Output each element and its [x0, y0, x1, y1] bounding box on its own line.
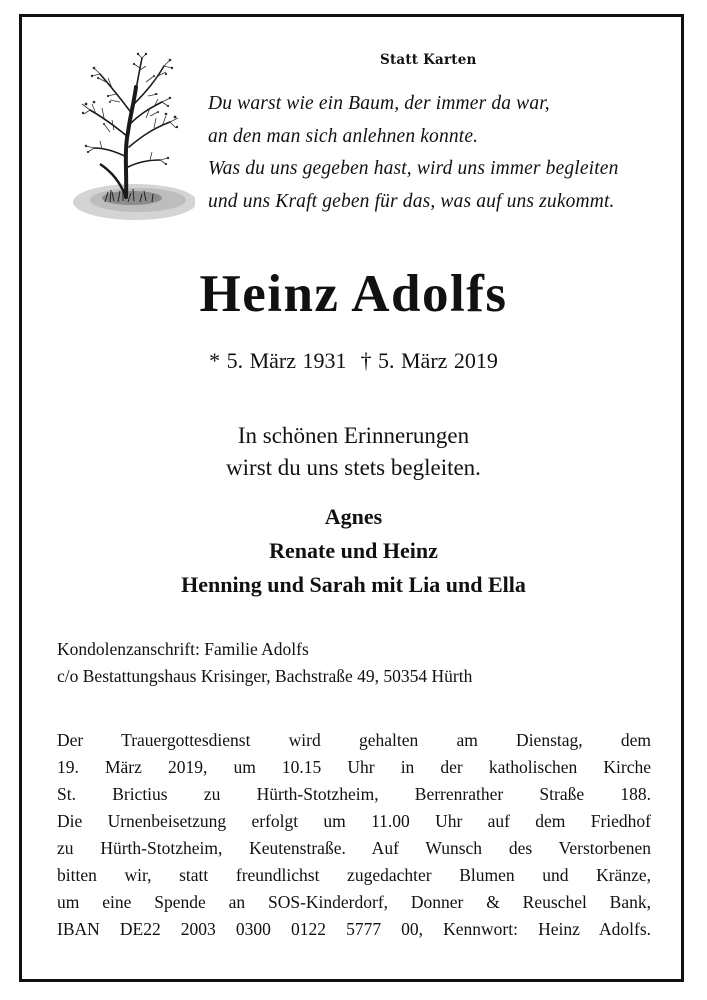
tree-icon: [50, 52, 195, 224]
deceased-name: Heinz Adolfs: [199, 265, 508, 323]
memory-verse: [0, 420, 707, 484]
service-line: Der Trauergottesdienst wird gehalten am Dienstag, dem: [57, 730, 651, 750]
service-line: um eine Spende an SOS-Kinderdorf, Donner & Reuschel Bank,: [57, 892, 651, 912]
memory-line: wirst du uns stets begleiten.: [226, 455, 481, 480]
address-line: Kondolenzanschrift: Familie Adolfs: [57, 639, 309, 659]
service-line: IBAN DE22 2003 0300 0122 5777 00, Kennwort: Heinz Adolfs.: [57, 919, 651, 939]
poem-line: an den man sich anlehnen konnte.: [208, 125, 479, 147]
service-line: Die Urnenbeisetzung erfolgt um 11.00 Uhr auf dem Friedhof: [57, 811, 651, 831]
service-line: St. Brictius zu Hürth-Stotzheim, Berrenrather Straße 188.: [57, 784, 651, 804]
mourners-list: [0, 500, 707, 602]
header-statt-karten: Statt Karten: [380, 52, 477, 68]
address-line: c/o Bestattungshaus Krisinger, Bachstraße 49, 50354 Hürth: [57, 666, 473, 686]
mourner-name: Renate und Heinz: [269, 538, 438, 563]
birth-date: * 5. März 1931: [209, 348, 347, 373]
funeral-service-text: [57, 727, 651, 943]
poem-line: Du warst wie ein Baum, der immer da war,: [208, 93, 550, 114]
service-line: bitten wir, statt freundlichst zugedachter Blumen und Kränze,: [57, 865, 651, 885]
service-line: zu Hürth-Stotzheim, Keutenstraße. Auf Wunsch des Verstorbenen: [57, 838, 651, 858]
death-date: † 5. März 2019: [360, 348, 498, 373]
life-dates: [0, 346, 707, 376]
mourner-name: Henning und Sarah mit Lia und Ella: [181, 572, 526, 597]
condolence-address: [57, 636, 657, 690]
memorial-poem: [208, 88, 668, 218]
mourner-name: Agnes: [324, 504, 383, 529]
poem-line: Was du uns gegeben hast, wird uns immer begleiten: [208, 158, 619, 179]
memory-line: In schönen Erinnerungen: [237, 423, 470, 448]
poem-line: und uns Kraft geben für das, was auf uns zukommt.: [208, 190, 615, 212]
service-line: 19. März 2019, um 10.15 Uhr in der katholischen Kirche: [57, 757, 651, 777]
